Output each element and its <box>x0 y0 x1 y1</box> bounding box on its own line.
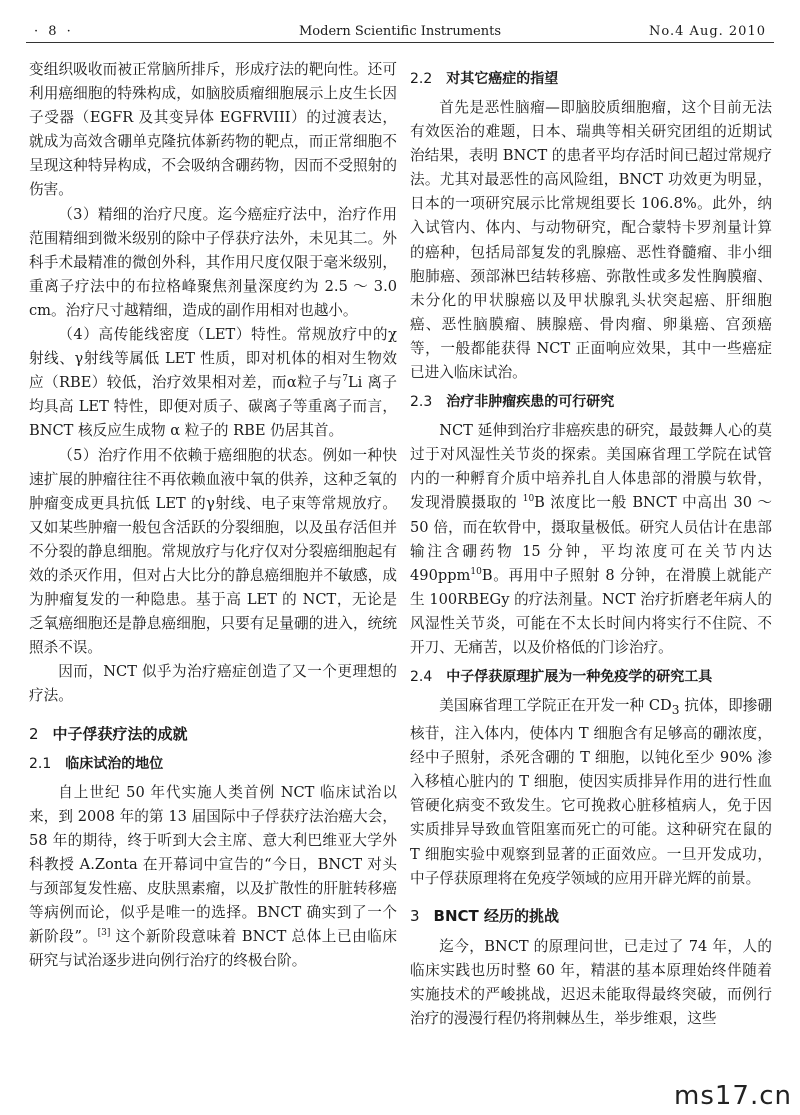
issue-info: No.4 Aug. 2010 <box>649 24 766 39</box>
subscript: 3 <box>671 702 680 717</box>
citation: [3] <box>97 928 111 939</box>
watermark: ms17.cn <box>674 1081 792 1111</box>
paragraph: 变组织吸收而被正常脑所排斥，形成疗法的靶向性。还可利用癌细胞的特殊构成，如脑胶质瘤细胞展示上皮生长因子受器（EGFR 及其变异体 EGFRVIII）的过渡表达，就成为高效含硼单克隆抗体新药物的靶点，而正常细胞不呈现这种特异构成，不会吸纳含硼药物，因而不受照射的伤害。 <box>29 61 397 199</box>
subsection-heading: 2.4 中子俘获原理扩展为一种免疫学的研究工具 <box>410 669 713 686</box>
paragraph: 首先是恶性脑瘤—即脑胶质细胞瘤，这个目前无法有效医治的难题，日本、瑞典等相关研究团组的近期试治结果，表明 BNCT 的患者平均存活时间已超过常规疗法。尤其对最恶性的高风险组，BNCT 功效更为明显，日本的一项研究展示比常规组要长 106.8%。此外，纳入试管内、体内、与动物研究，配合蒙特卡罗剂量计算的癌种，包括局部复发的乳腺癌、恶性脊髓瘤、非小细胞肺癌、颈部淋巴结转移癌、弥散性或多发性胸膜瘤、未分化的甲状腺癌以及甲状腺乳头状突起癌、肝细胞癌、恶性脑膜瘤、胰腺癌、骨肉瘤、卵巢癌、宫颈癌等，一般都能获得 NCT 正面响应效果，其中一些癌症已进入临床试治。 <box>410 99 772 382</box>
paragraph: （3）精细的治疗尺度。迄今癌症疗法中，治疗作用范围精细到微米级别的除中子俘获疗法外，未见其二。外科手术最精准的微创外科，其作用尺度仅限于毫米级别，重离子疗法中的布拉格峰聚焦剂量深度约为 2.5 ～ 3.0 cm。治疗尺寸越精细，造成的副作用相对也越小。 <box>29 205 397 319</box>
paragraph: 美国麻省理工学院正在开发一种 $CD_3$ 抗体，即掺硼核苷，注入体内，使体内 T 细胞含有足够高的硼浓度，经中子照射，杀死含硼的 T 细胞，以钝化至少 90% 渗入移植心脏内的 T 细胞，使因实质排异作用的进行性血管硬化病变不致发生。它可挽救心脏移植病人，免于因实质排异导致血管阻塞而死亡的可能。这种研究在鼠的 T 细胞实验中观察到显著的正面效应。一旦开发成功，中子俘获原理将在免疫学领域的应用开辟光辉的前景。 <box>410 697 773 887</box>
paragraph: （4）高传能线密度（LET）特性。常规放疗中的χ射线、γ射线等属低 LET 性质，即对机体的相对生物效应（RBE）较低，治疗效果相对差，而α粒子与$^7$Li 离子均具高 LET 特性，即便对质子、碳离子等重离子而言，BNCT 核反应生成物 α 粒子的 RBE 仍居其首。 <box>29 326 397 440</box>
journal-name: Modern Scientific Instruments <box>298 24 502 39</box>
paragraph: （5）治疗作用不依赖于癌细胞的状态。例如一种快速扩展的肿瘤往往不再依赖血液中氧的供养，这种乏氧的肿瘤变成更具抗低 LET 的γ射线、电子束等常规放疗。又如某些肿瘤一般包含活跃的分裂细胞，以及虽存活但并不分裂的静息细胞。常规放疗与化疗仅对分裂癌细胞起有效的杀灭作用，但对占大比分的静息癌细胞并不敏感，成为肿瘤复发的一种隐患。基于高 LET 的 NCT，无论是乏氧癌细胞还是静息癌细胞，只要有足量硼的进入，统统照杀不误。 <box>29 446 397 657</box>
paragraph: NCT 延伸到治疗非癌疾患的研究，最鼓舞人心的莫过于对风湿性关节炎的探索。美国麻省理工学院在试管内的一种孵育介质中培养扎自人体患部的滑膜与软骨，发现滑膜摄取的 $^{10}$B 浓度比一般 BNCT 中高出 30 ～ 50 倍，而在软骨中，摄取量极低。研究人员估计在患部输注含硼药物 15 分钟，平均浓度可在关节内达 490ppm$^{10}$B。再用中子照射 8 分钟，在滑膜上就能产生 100RBEGy 的疗法剂量。NCT 治疗折磨老年病人的风湿性关节炎，可能在不太长时间内将实行不住院、不开刀、无痛苦，以及价格低的门诊治疗。 <box>410 422 773 656</box>
right-column <box>410 58 772 1031</box>
superscript: 7 <box>342 374 348 385</box>
paragraph: 迄今，BNCT 的原理问世，已走过了 74 年，人的临床实践也历时整 60 年，精湛的基本原理始终伴随着实施技术的严峻挑战，迟迟未能取得最终突破，而例行治疗的漫漫行程仍将荆棘丛生，举步维艰，这些 <box>410 937 772 1027</box>
left-column <box>29 58 397 973</box>
page-header <box>26 20 774 43</box>
superscript: 10 <box>522 494 535 505</box>
paragraph: 因而，NCT 似乎为治疗癌症创造了又一个更理想的疗法。 <box>29 663 397 705</box>
subsection-heading: 2.1 临床试治的地位 <box>29 755 164 772</box>
section-heading: 2 中子俘获疗法的成就 <box>29 724 188 743</box>
subsection-heading: 2.3 治疗非肿瘤疾患的可行研究 <box>410 394 615 411</box>
section-heading: 3 BNCT 经历的挑战 <box>410 906 559 925</box>
superscript: 10 <box>470 566 482 577</box>
subsection-heading: 2.2 对其它癌症的指望 <box>410 71 559 87</box>
paragraph: 自上世纪 50 年代实施人类首例 NCT 临床试治以来，到 2008 年的第 13 届国际中子俘获疗法治癌大会，58 年的期待，终于听到大会主席、意大利巴维亚大学外科教授 A.Zonta 在开幕词中宣告的“今日，BNCT 对头与颈部复发性癌、皮肤黑素瘤，以及扩散性的肝脏转移癌等病例而论，似乎是唯一的选择。BNCT 确实到了一个新阶段”。[3] 这个新阶段意味着 BNCT 总体上已由临床研究与试治逐步进向例行治疗的终极台阶。 <box>29 783 397 970</box>
page-number: · 8 · <box>34 24 74 39</box>
